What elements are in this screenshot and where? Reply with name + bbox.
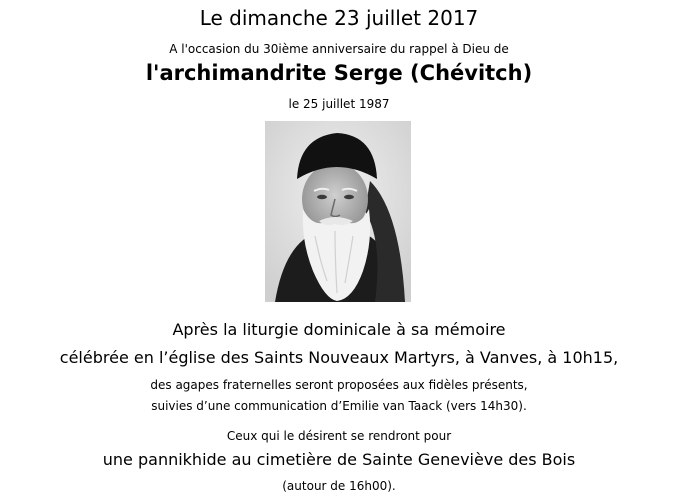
notice-agapes: des agapes fraternelles seront proposées aux fidèles présents, <box>150 378 528 392</box>
notice-communication: suivies d’une communication d’Emilie van Taack (vers 14h30). <box>151 399 527 413</box>
notice-occasion: A l'occasion du 30ième anniversaire du rappel à Dieu de <box>169 42 509 56</box>
notice-death-date: le 25 juillet 1987 <box>288 97 390 111</box>
notice-name: l'archimandrite Serge (Chévitch) <box>145 61 533 85</box>
notice-approx-time: (autour de 16h00). <box>282 479 396 493</box>
notice-after-liturgy: Après la liturgie dominicale à sa mémoire <box>172 320 506 339</box>
portrait-photo <box>265 121 411 302</box>
notice-those-wishing: Ceux qui le désirent se rendront pour <box>226 429 452 443</box>
notice-date-heading: Le dimanche 23 juillet 2017 <box>199 6 479 30</box>
notice-pannikhide: une pannikhide au cimetière de Sainte Geneviève des Bois <box>102 450 576 469</box>
notice-church: célébrée en l’église des Saints Nouveaux Martyrs, à Vanves, à 10h15, <box>59 348 619 367</box>
portrait-photo-icon <box>265 121 411 302</box>
